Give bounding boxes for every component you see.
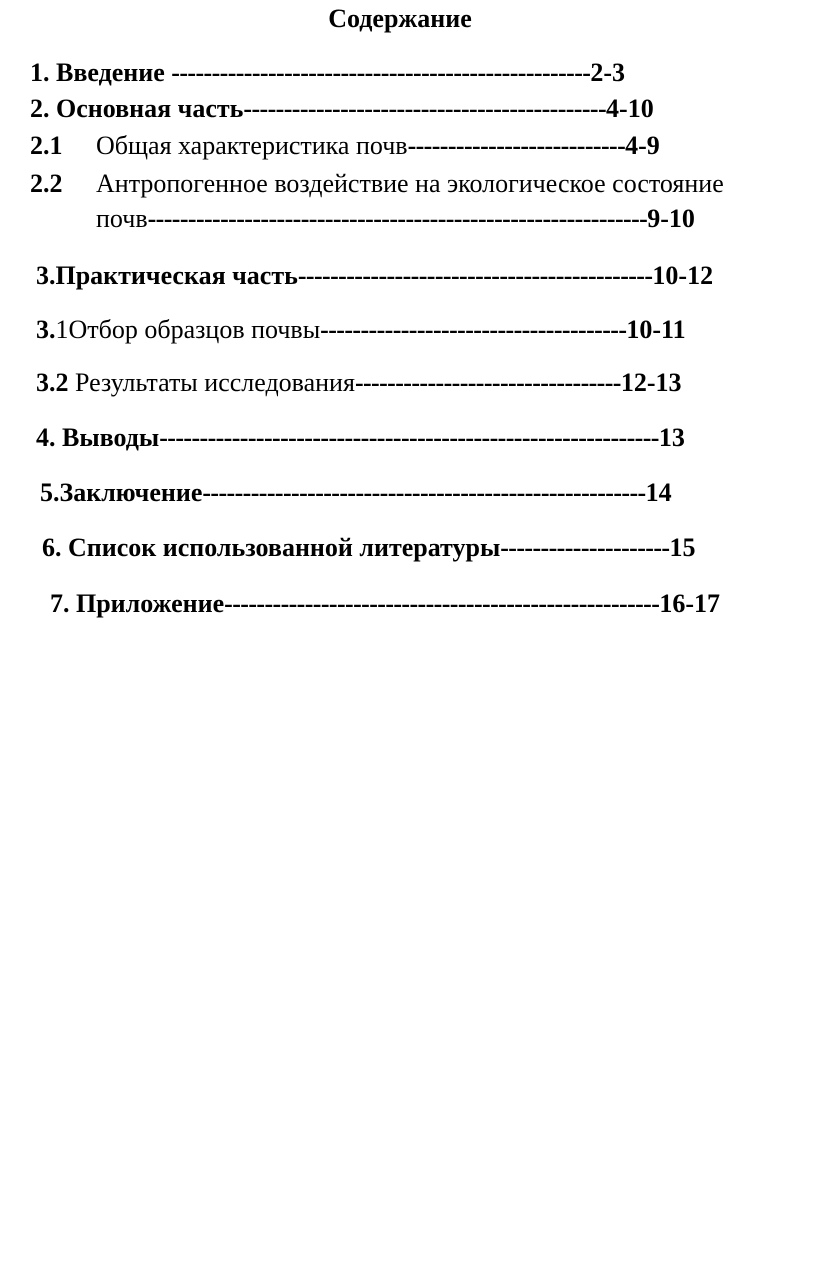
toc-entry-number: 2.2	[30, 169, 63, 198]
toc-entry-summary	[40, 478, 672, 508]
toc-entry-label: Введение	[56, 58, 165, 87]
toc-entry-references	[42, 533, 695, 563]
toc-entry-number: 5.	[40, 478, 60, 507]
toc-entry-leader: ---------------------------	[407, 131, 626, 160]
toc-entry-label: Результаты исследования	[75, 368, 355, 397]
toc-entry-appendix	[50, 589, 720, 619]
toc-entry-number: 7.	[50, 589, 70, 618]
toc-entry-leader: ------------------------------------------------------	[224, 589, 660, 618]
toc-entry-leader: ---------------------------------------------	[243, 94, 607, 123]
page-title: Содержание	[328, 4, 472, 33]
toc-entry-introduction	[30, 58, 625, 88]
toc-entry-main-part	[30, 94, 654, 124]
toc-entry-number: 2.1	[30, 131, 63, 160]
toc-entry-anthropogenic-impact	[30, 169, 724, 199]
toc-entry-label-cont: почв	[96, 204, 148, 233]
toc-entry-number: 6.	[42, 533, 62, 562]
toc-entry-leader: --------------------------------------------	[297, 261, 653, 290]
toc-entry-label: Список использованной литературы	[68, 533, 501, 562]
toc-entry-leader: -------------------------------------------------------	[202, 478, 646, 507]
toc-entry-label: Выводы	[62, 423, 160, 452]
toc-entry-label: Антропогенное воздействие на экологическое состояние	[96, 169, 724, 198]
toc-entry-pages: 12-13	[620, 368, 682, 397]
toc-entry-soil-characteristics	[30, 131, 660, 161]
toc-entry-conclusions	[36, 423, 685, 453]
toc-entry-practical-part	[36, 261, 713, 291]
toc-entry-pages: 4-9	[625, 131, 660, 160]
toc-entry-number: 3.	[36, 315, 56, 344]
toc-entry-number: 1.	[30, 58, 50, 87]
toc-entry-pages: 14	[645, 478, 672, 507]
toc-entry-number: 3.2	[36, 368, 69, 397]
toc-entry-label: Практическая часть	[55, 261, 298, 290]
toc-entry-anthropogenic-impact-cont	[96, 204, 695, 234]
toc-entry-pages: 13	[658, 423, 685, 452]
toc-entry-pages: 10-12	[652, 261, 714, 290]
toc-entry-leader: --------------------------------------	[320, 315, 627, 344]
toc-entry-label: Основная часть	[56, 94, 244, 123]
toc-entry-label: Приложение	[76, 589, 225, 618]
toc-entry-leader: ----------------------------------------------------	[171, 58, 591, 87]
toc-entry-pages: 10-11	[626, 315, 686, 344]
toc-entry-leader: ---------------------	[500, 533, 670, 562]
toc-entry-soil-sampling	[36, 315, 686, 345]
toc-entry-pages: 2-3	[590, 58, 625, 87]
toc-entry-leader: --------------------------------------------------------------	[147, 204, 648, 233]
toc-entry-label: Общая характеристика почв	[96, 131, 408, 160]
toc-entry-research-results	[36, 368, 682, 398]
toc-entry-pages: 16-17	[659, 589, 720, 618]
toc-entry-number: 3.	[36, 261, 56, 290]
toc-entry-number: 4.	[36, 423, 56, 452]
toc-entry-leader: --------------------------------------------------------------	[159, 423, 659, 452]
toc-entry-number-suffix: 1	[55, 315, 69, 344]
toc-entry-leader: ---------------------------------	[354, 368, 621, 397]
toc-entry-pages: 4-10	[606, 94, 654, 123]
toc-entry-number: 2.	[30, 94, 50, 123]
toc-entry-pages: 9-10	[647, 204, 695, 233]
toc-entry-pages: 15	[669, 533, 696, 562]
toc-entry-label: Заключение	[59, 478, 203, 507]
toc-entry-label: Отбор образцов почвы	[68, 315, 321, 344]
